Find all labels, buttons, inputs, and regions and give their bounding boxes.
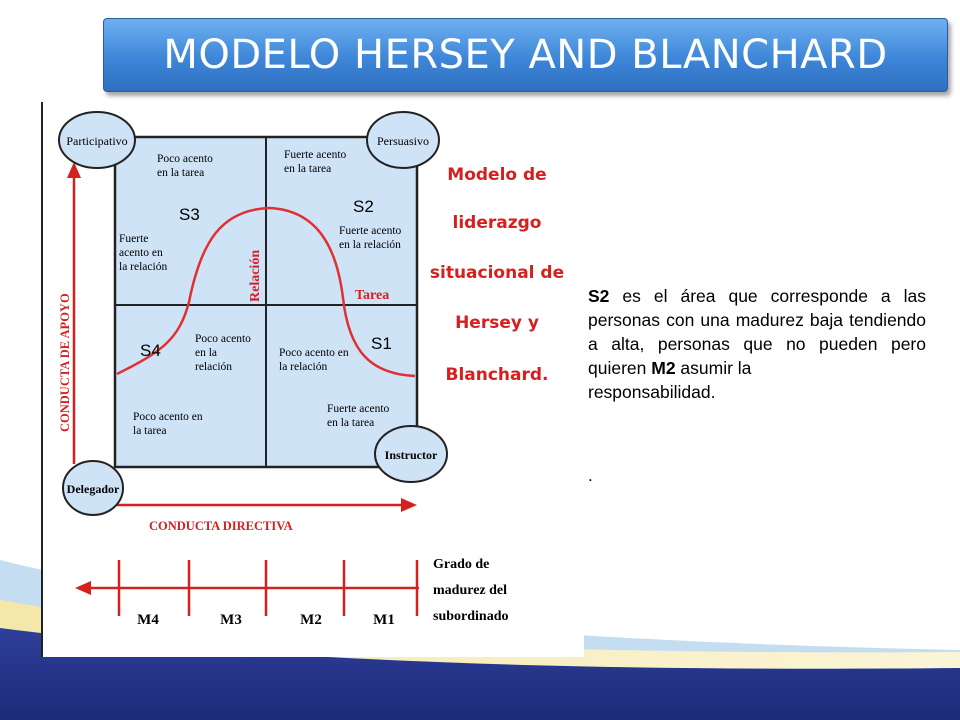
x-axis-label: CONDUCTA DIRECTIVA [149,519,293,533]
description-text1: es el área que corresponde a las personas con una madurez baja tendiendo a alta, personas que no pueden pero quieren [588,286,926,378]
q4-mid-line2: la relación [279,361,328,373]
maturity-m1: M1 [373,612,395,628]
maturity-m2: M2 [300,612,322,628]
description-dot: . [588,466,593,485]
side-title-line5: Blanchard. [445,365,549,385]
maturity-m3: M3 [220,612,242,628]
q4-bot-line2: en la tarea [327,417,375,429]
q1-top-line1: Poco acento [157,153,213,165]
maturity-label-line3: subordinado [433,609,509,624]
q3-mid-line3: relación [195,361,233,373]
side-title-line2: liderazgo [452,213,542,233]
q2-top-line2: en la tarea [284,163,332,175]
hersey-blanchard-diagram [41,102,582,657]
q4-bot-line1: Fuerte acento [327,403,390,415]
curve-label-relacion: Relación [248,249,263,302]
s2-term: S2 [588,286,610,306]
x-axis-arrowhead [401,498,417,512]
q1-mid-line3: la relación [119,261,168,273]
side-title-line3: situacional de [429,263,565,283]
q1-mid-line2: acento en [119,247,163,259]
q3-mid-line1: Poco acento [195,333,251,345]
corner-persuasivo [367,112,439,168]
y-axis-label: CONDUCTA DE APOYO [58,293,72,432]
title-banner [103,18,948,92]
maturity-label-line1: Grado de [433,557,490,572]
description-text2: asumir la [675,358,752,378]
q4-mid-line1: Poco acento en [279,347,349,359]
maturity-m4: M4 [137,612,159,628]
q3-bot-line2: la tarea [133,425,167,437]
corner-persuasivo-label: Persuasivo [377,134,429,148]
maturity-axis-arrowhead [75,581,91,595]
corner-instructor [375,426,447,482]
q3-bot-line1: Poco acento en [133,411,203,423]
corner-participativo-label: Participativo [66,134,128,148]
style-s1-label: S1 [371,334,392,353]
q1-mid-line1: Fuerte [119,233,149,245]
q2-mid-line1: Fuerte acento [339,225,402,237]
maturity-label-line2: madurez del [433,583,508,598]
s2-description [588,284,926,404]
corner-delegador-label: Delegador [66,482,120,496]
q3-mid-line2: en la [195,347,218,359]
slide-title: MODELO HERSEY AND BLANCHARD [163,32,888,78]
corner-delegador [63,461,123,515]
q2-top-line1: Fuerte acento [284,149,347,161]
corner-instructor-label: Instructor [384,448,438,462]
q2-mid-line2: en la relación [339,239,401,251]
corner-participativo [59,112,135,168]
m2-term: M2 [651,358,676,378]
description-text3: responsabilidad. [588,382,716,402]
side-title-line4: Hersey y [455,313,539,333]
side-title-line1: Modelo de [447,165,547,185]
curve-label-tarea: Tarea [355,288,390,303]
q1-top-line2: en la tarea [157,167,205,179]
style-s4-label: S4 [140,341,161,360]
style-s3-label: S3 [179,205,200,224]
style-s2-label: S2 [353,197,374,216]
